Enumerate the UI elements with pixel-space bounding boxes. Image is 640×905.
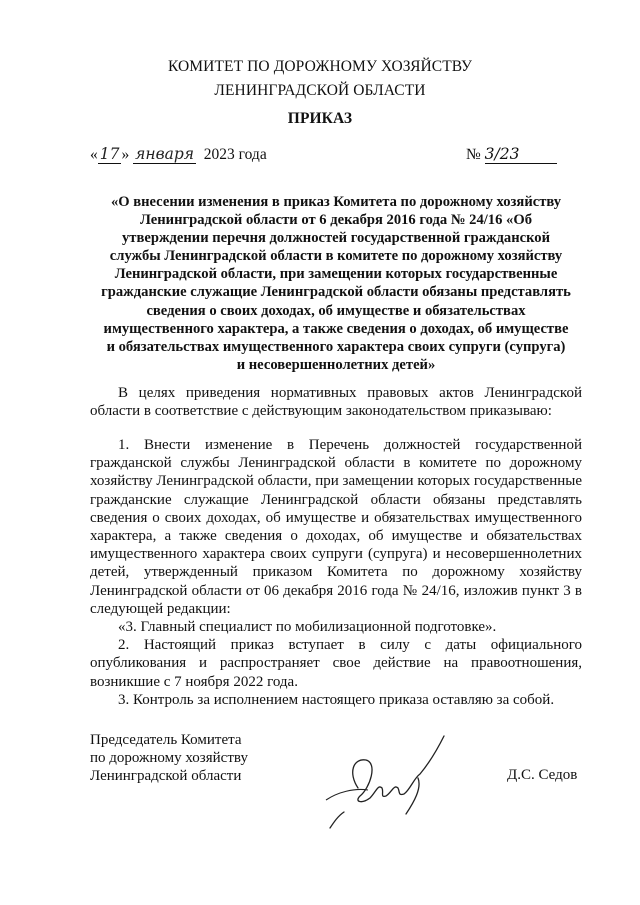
signatory-position-line: Председатель Комитета xyxy=(90,732,242,748)
date-open-quote: « xyxy=(90,146,98,163)
order-items xyxy=(90,436,582,709)
title-line: «О внесении изменения в приказ Комитета по дорожному хозяйству xyxy=(110,194,562,210)
order-item-1-quote: «3. Главный специалист по мобилизационной подготовке». xyxy=(118,619,497,636)
preamble-paragraph: В целях приведения нормативных правовых актов Ленинградской области в соответствие с действующим законодательством приказываю: xyxy=(90,385,582,420)
date-year: 2023 xyxy=(203,146,235,163)
document-type: ПРИКАЗ xyxy=(287,110,353,127)
order-item-1: 1. Внести изменение в Перечень должностей государственной гражданской службы Ленинградской области в комитете по дорожному хозяйству Ленинградской области, при замещении которых государственные гражданские служащие Ленинградской области обязаны представлять сведения о своих доходах, об имуществе и обязательствах имущественного характера, а также сведения о доходах, об имуществе и обязательствах имущественного характера своих супруги (супруга) и несовершеннолетних детей, утвержденный приказом Комитета по дорожному хозяйству Ленинградской области от 06 декабря 2016 года № 24/16, изложив пункт 3 в следующей редакции: xyxy=(90,437,582,617)
title-line: и несовершеннолетних детей» xyxy=(236,356,436,373)
preamble xyxy=(90,384,582,420)
title-line: утверждении перечня должностей государственной гражданской xyxy=(122,230,550,247)
date-close-quote: » xyxy=(121,146,130,163)
date-day: 17 xyxy=(99,145,120,163)
org-name-line1: КОМИТЕТ ПО ДОРОЖНОМУ ХОЗЯЙСТВУ xyxy=(167,58,473,75)
date-line xyxy=(90,145,267,164)
date-month: января xyxy=(135,145,195,163)
signatory-position xyxy=(90,731,248,786)
handwritten-signature-icon xyxy=(318,718,468,838)
title-line: и обязательствах имущественного характера своих супруги (супруга) xyxy=(106,338,566,355)
title-line: имущественного характера, а также сведения о доходах, об имуществе xyxy=(103,320,569,337)
document-title xyxy=(90,193,582,374)
date-year-word: года xyxy=(238,146,267,163)
number-label: № xyxy=(466,146,481,163)
signatory-position-line: Ленинградской области xyxy=(90,768,242,785)
title-line: Ленинградской области, при замещении которых государственные xyxy=(114,266,558,283)
document-number: 3/23 xyxy=(485,145,557,164)
signatory-name: Д.С. Седов xyxy=(507,767,578,783)
title-line: службы Ленинградской области в комитете по дорожному хозяйству xyxy=(109,248,563,265)
document-number-line xyxy=(466,145,557,164)
order-item-3: 3. Контроль за исполнением настоящего приказа оставляю за собой. xyxy=(118,691,555,708)
title-line: Ленинградской области от 6 декабря 2016 года № 24/16 «Об xyxy=(140,212,532,229)
title-line: сведения о своих доходах, об имуществе и обязательствах xyxy=(146,302,526,319)
order-item-2: 2. Настоящий приказ вступает в силу с даты официального опубликования и распространяет свое действие на правоотношения, возникшие с 7 ноября 2022 года. xyxy=(90,637,582,690)
title-line: гражданские служащие Ленинградской области обязаны представлять xyxy=(101,284,571,301)
org-name-line2: ЛЕНИНГРАДСКОЙ ОБЛАСТИ xyxy=(214,82,426,99)
signatory-position-line: по дорожному хозяйству xyxy=(90,750,248,767)
